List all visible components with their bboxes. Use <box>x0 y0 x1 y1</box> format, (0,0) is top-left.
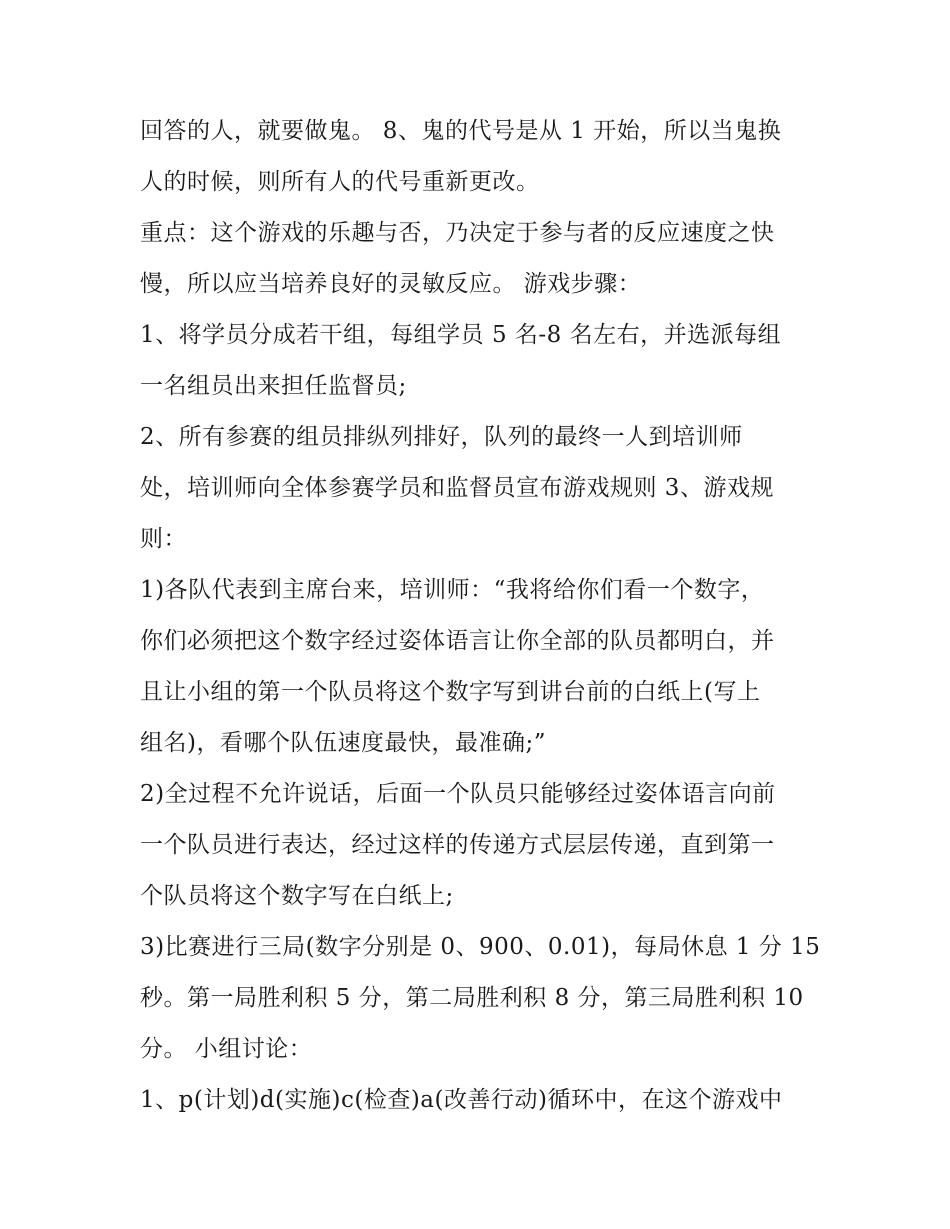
text-line: 1)各队代表到主席台来，培训师：“我将给你们看一个数字， <box>140 577 765 603</box>
text-line: 一个队员进行表达，经过这样的传递方式层层传递，直到第一 <box>140 832 775 858</box>
text-line: 组名)，看哪个队伍速度最快，最准确;” <box>140 730 546 756</box>
text-line: 个队员将这个数字写在白纸上; <box>140 883 454 909</box>
text-line: 人的时候，则所有人的代号重新更改。 <box>140 169 540 195</box>
text-line: 分。 小组讨论： <box>140 1036 313 1062</box>
document-body <box>140 106 820 1126</box>
text-line: 处，培训师向全体参赛学员和监督员宣布游戏规则 3、游戏规 <box>140 475 774 501</box>
text-line: 秒。第一局胜利积 5 分，第二局胜利积 8 分，第三局胜利积 10 <box>140 985 804 1011</box>
text-line: 则： <box>140 526 187 552</box>
text-line: 1、p(计划)d(实施)c(检查)a(改善行动)循环中，在这个游戏中 <box>140 1087 783 1113</box>
text-line: 且让小组的第一个队员将这个数字写到讲台前的白纸上(写上 <box>140 679 761 705</box>
text-line: 回答的人，就要做鬼。 8、鬼的代号是从 1 开始，所以当鬼换 <box>140 118 782 144</box>
text-line: 一名组员出来担任监督员; <box>140 373 407 399</box>
text-line: 你们必须把这个数字经过姿体语言让你全部的队员都明白，并 <box>140 628 775 654</box>
text-line: 慢，所以应当培养良好的灵敏反应。 游戏步骤： <box>140 271 642 297</box>
text-line: 3)比赛进行三局(数字分别是 0、900、0.01)，每局休息 1 分 15 <box>140 934 821 960</box>
text-line: 2)全过程不允许说话，后面一个队员只能够经过姿体语言向前 <box>140 781 776 807</box>
text-line: 1、将学员分成若干组，每组学员 5 名-8 名左右，并选派每组 <box>140 322 782 348</box>
text-line: 2、所有参赛的组员排纵列排好，队列的最终一人到培训师 <box>140 424 743 450</box>
text-line: 重点：这个游戏的乐趣与否，乃决定于参与者的反应速度之快 <box>140 220 775 246</box>
